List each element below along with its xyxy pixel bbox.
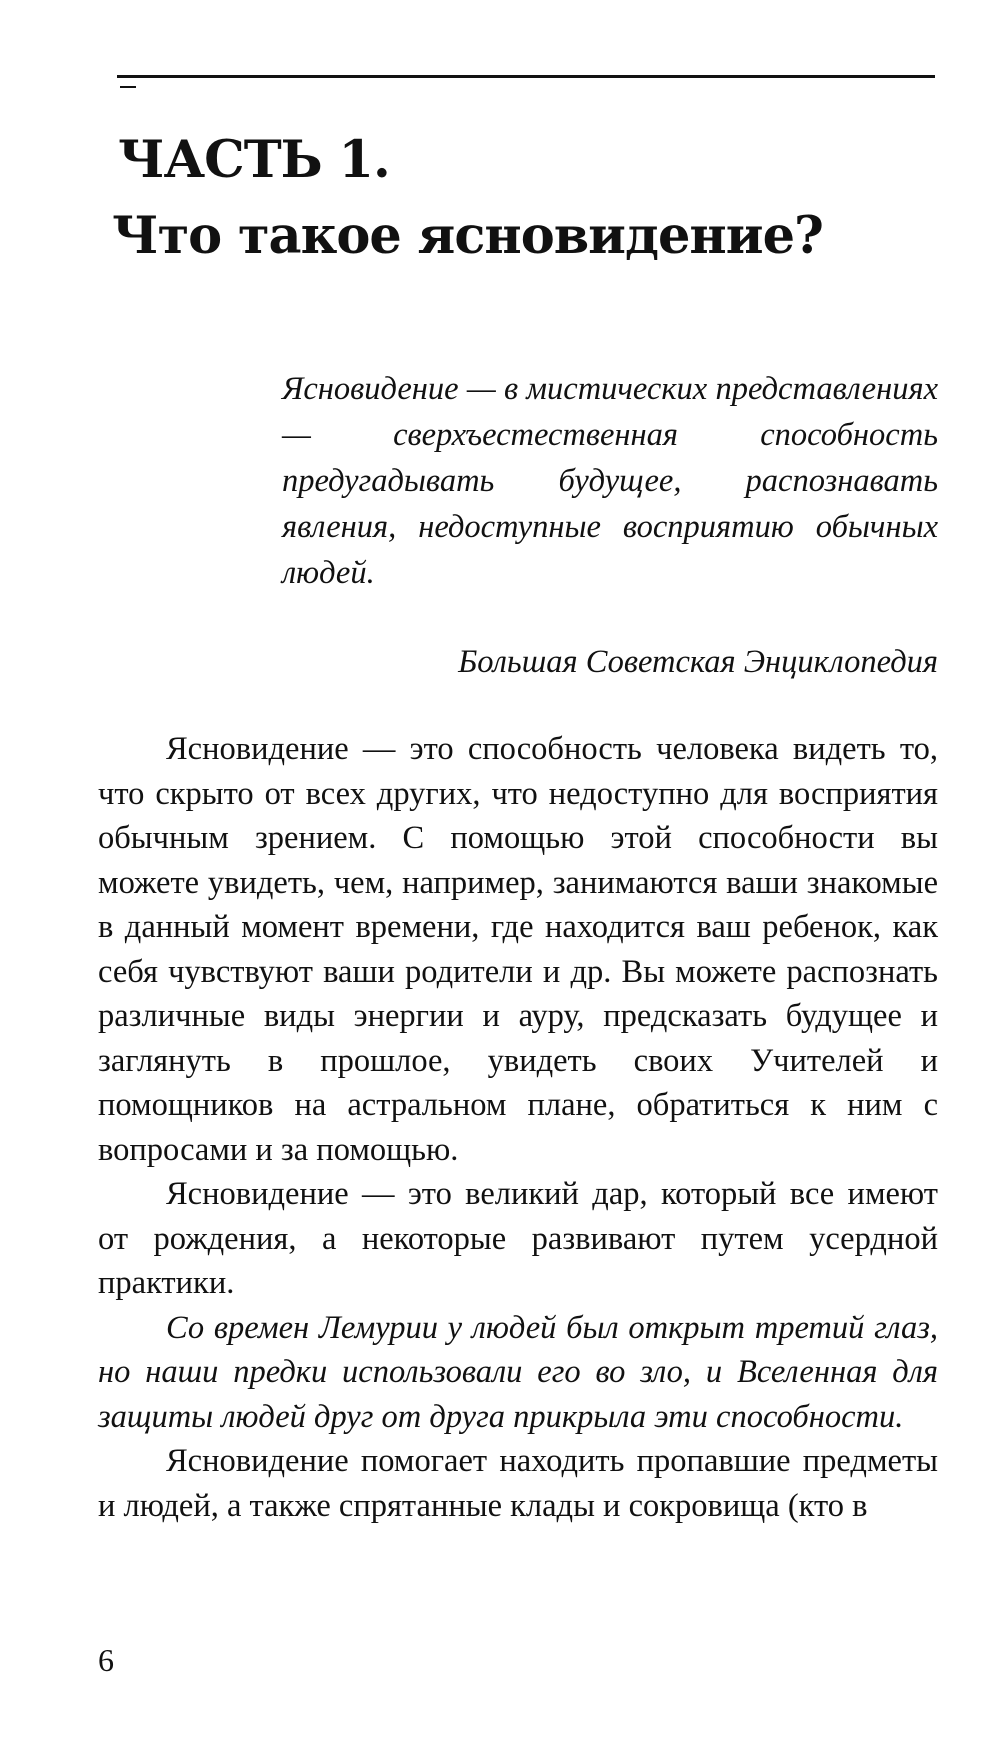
chapter-title: Что такое ясновидение?	[112, 206, 823, 266]
body-text	[98, 727, 938, 1528]
body-paragraph-italic: Со времен Лемурии у людей был открыт третий глаз, но наши предки использовали его во зло, и Вселенная для защиты людей друг от друга прикрыла эти способности.	[98, 1309, 938, 1435]
body-paragraph: Ясновидение — это великий дар, который все имеют от рождения, а некоторые развивают путем усердной практики.	[98, 1176, 938, 1301]
epigraph-text: Ясновидение — в мистических представлениях — сверхъестественная способность предугадывать будущее, распознавать явления, недоступные восприятию обычных людей.	[282, 371, 938, 591]
header-rule	[117, 75, 935, 78]
header-rule-tick	[120, 86, 136, 88]
body-paragraph: Ясновидение — это способность человека видеть то, что скрыто от всех других, что недоступно для восприятия обычным зрением. С помощью этой способности вы можете увидеть, чем, например, занимаются ваши знакомые в данный момент времени, где находится ваш ребенок, как себя чувствуют ваши родители и др. Вы можете распознать различные виды энергии и ауру, предсказать будущее и заглянуть в прошлое, увидеть своих Учителей и помощников на астральном плане, обратиться к ним с вопросами и за помощью.	[98, 731, 938, 1168]
epigraph-source: Большая Советская Энциклопедия	[458, 644, 938, 680]
page-number: 6	[98, 1642, 114, 1678]
chapter-heading	[112, 122, 938, 274]
body-paragraph: Ясновидение помогает находить пропавшие предметы и людей, а также спрятанные клады и сокровища (кто в	[98, 1443, 938, 1524]
chapter-part-label: ЧАСТЬ 1.	[118, 130, 390, 190]
